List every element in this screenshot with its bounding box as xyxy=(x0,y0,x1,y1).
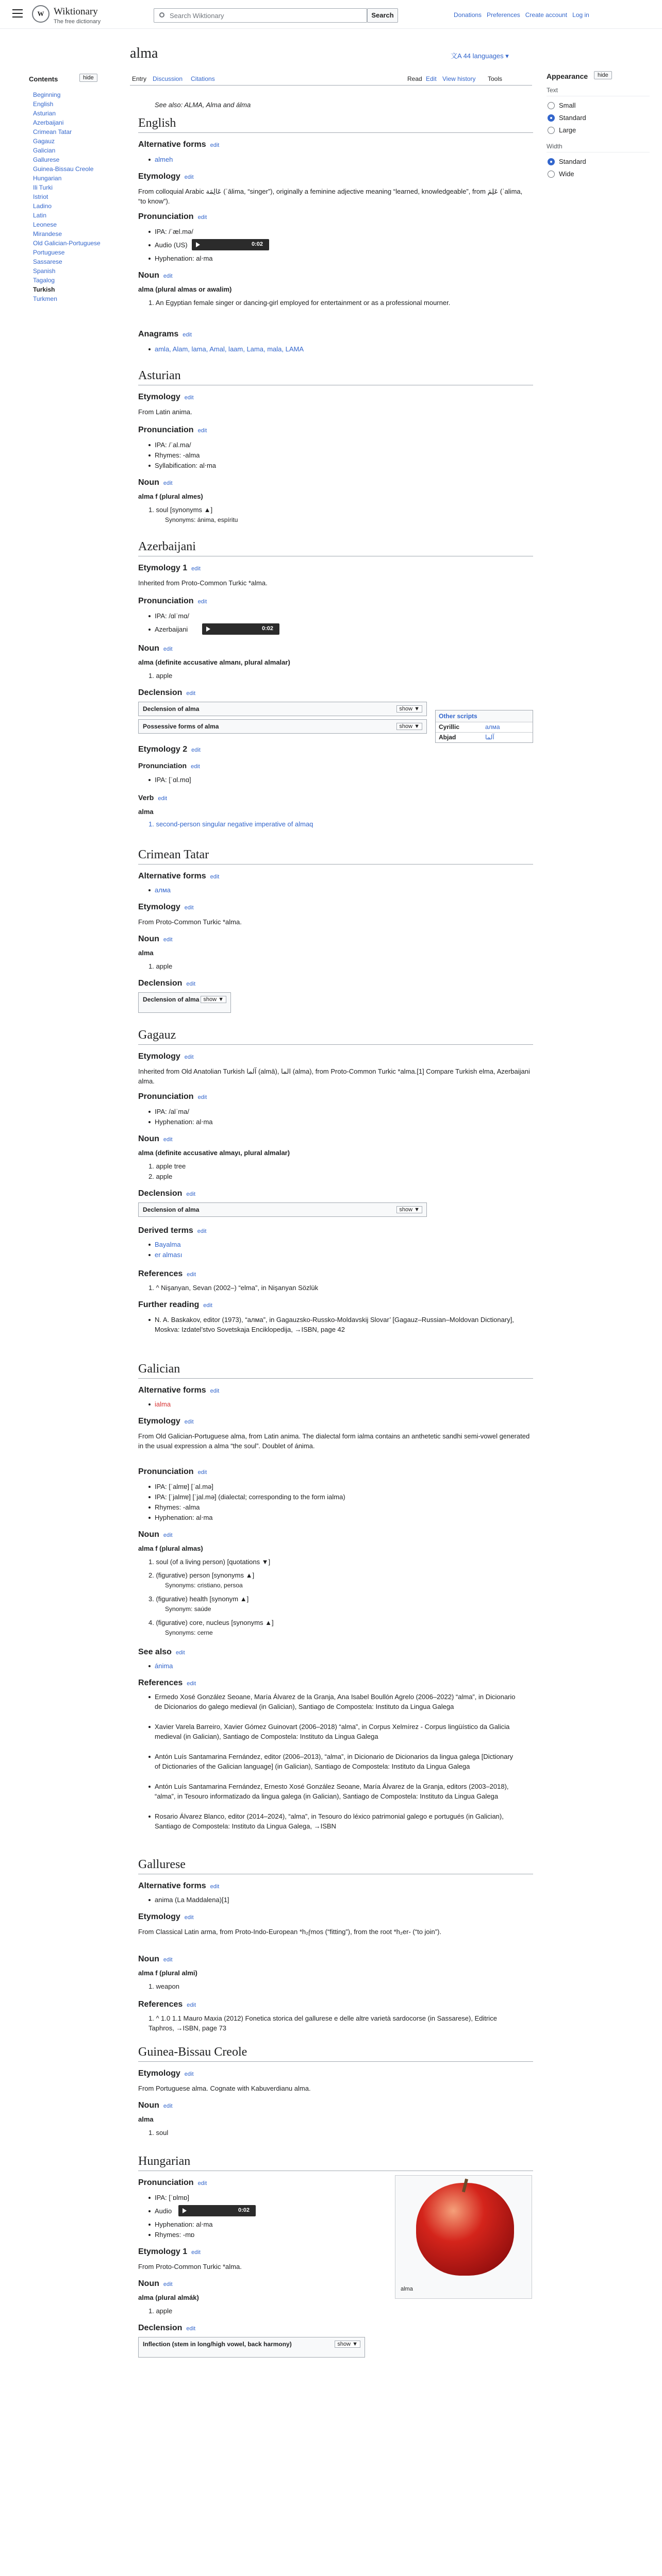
definition: 3. (figurative) health [synonym ▲] xyxy=(148,1595,249,1603)
definition: 2. (figurative) person [synonyms ▲] xyxy=(148,1571,255,1579)
declension-table[interactable]: Declension of alma show ▼ xyxy=(138,1202,427,1217)
headword-line: alma (definite accusative almanı, plural almalar) xyxy=(138,658,290,666)
section-heading: Alternative forms edit xyxy=(138,1386,220,1395)
section-heading: Noun edit xyxy=(138,2101,173,2110)
preferences-link[interactable]: Preferences xyxy=(487,11,520,19)
toc-item[interactable]: Spanish xyxy=(33,267,56,275)
toc-item-current[interactable]: Turkish xyxy=(33,286,55,293)
reference: Rosario Álvarez Blanco, editor (2014–2024), “alma”, in Tesouro do léxico patrimonial galego e portugués (in Galician), Santiago de Compostela: Instituto da Lingua Galega, →ISBN xyxy=(155,1811,516,1831)
toc-item[interactable]: Sassarese xyxy=(33,258,62,265)
language-heading-galician: Galician xyxy=(138,1362,533,1379)
section-heading: Pronunciation edit xyxy=(138,1467,207,1476)
section-heading: Etymology 2 edit xyxy=(138,745,201,754)
section-heading: Noun edit xyxy=(138,1530,173,1539)
definition: 1. apple tree xyxy=(148,1162,186,1170)
definition: 1. weapon xyxy=(148,1982,179,1990)
definition: 1. apple xyxy=(148,672,173,680)
alt-form-link[interactable]: anima (La Maddalena)[1] xyxy=(155,1895,516,1905)
section-heading: Noun edit xyxy=(138,1134,173,1143)
syllabification: Syllabification: al‧ma xyxy=(155,461,516,470)
toc-item[interactable]: Istriot xyxy=(33,193,48,200)
tab-read[interactable]: Read xyxy=(407,75,422,82)
tab-discussion[interactable]: Discussion xyxy=(153,75,183,82)
section-heading: Noun edit xyxy=(138,271,173,280)
definition: 1. apple xyxy=(148,962,173,970)
section-heading: Etymology edit xyxy=(138,1417,194,1426)
audio-label: Audio (US) xyxy=(155,240,516,250)
appearance-title: Appearance xyxy=(547,72,588,80)
donations-link[interactable]: Donations xyxy=(454,11,482,19)
text-standard-radio[interactable]: Standard xyxy=(547,112,650,124)
toc-item[interactable]: Galician xyxy=(33,147,56,154)
ipa: IPA: /alˈma/ xyxy=(155,1107,516,1116)
site-tagline: The free dictionary xyxy=(54,19,101,25)
anagrams-list[interactable]: amla, Alam, lama, Amal, laam, Lama, mala, LAMA xyxy=(155,344,516,354)
declension-table[interactable]: Declension of alma show ▼ xyxy=(138,992,231,1013)
ipa: IPA: /ˈæl.mə/ xyxy=(155,227,516,236)
text-large-radio[interactable]: Large xyxy=(547,124,650,137)
headword-line: alma f (plural almas) xyxy=(138,1545,203,1552)
create-account-link[interactable]: Create account xyxy=(525,11,568,19)
section-heading: Noun edit xyxy=(138,2279,173,2288)
toc-item[interactable]: Mirandese xyxy=(33,230,62,238)
apple-image[interactable] xyxy=(395,2175,532,2299)
toc-title: Contents xyxy=(29,75,58,83)
audio-player[interactable]: 0:02 xyxy=(178,2205,256,2216)
toc-item[interactable]: Beginning xyxy=(33,91,61,98)
toc-item[interactable]: Turkmen xyxy=(33,295,57,302)
etymology-text: From Proto-Common Turkic *alma. xyxy=(138,918,242,926)
see-also-link[interactable]: ánima xyxy=(155,1661,516,1671)
section-heading: Etymology edit xyxy=(138,903,194,911)
possessive-table[interactable]: Possessive forms of alma show ▼ xyxy=(138,719,427,734)
tab-tools[interactable]: Tools xyxy=(488,75,503,82)
reference: Antón Luís Santamarina Fernández, editor (2006–2013), “alma”, in Dicionario de Dicionarios da lingua galega [Dictionary of Dictionaries of the Galician language] (in Galician), Santiago de Compostela: Instituto da Lingua Galega xyxy=(155,1752,516,1771)
alt-form-link[interactable]: алма xyxy=(155,885,516,895)
site-header xyxy=(0,0,662,29)
section-heading: Declension edit xyxy=(138,979,196,988)
section-heading: Pronunciation edit xyxy=(138,597,207,605)
further-reading: N. A. Baskakov, editor (1973), “алма”, in Gagauzsko-Russko-Moldavskij Slovar’ [Gagauz–Russian–Moldovan Dictionary], Moskva: Izdatel’stvo Sovetskaja Enciklopedija, →ISBN, page 42 xyxy=(155,1315,516,1334)
toc-item[interactable]: Gallurese xyxy=(33,156,60,163)
table-of-contents xyxy=(29,75,122,303)
synonyms: Synonyms: cerne xyxy=(165,1629,213,1636)
page-tabs xyxy=(130,73,532,86)
section-heading: Etymology edit xyxy=(138,1052,194,1061)
main-menu-icon[interactable] xyxy=(12,9,23,18)
appearance-hide-button[interactable]: hide xyxy=(594,71,612,79)
width-label: Width xyxy=(547,143,650,152)
rhymes: Rhymes: -alma xyxy=(155,1502,516,1512)
etymology-text: Inherited from Proto-Common Turkic *alma. xyxy=(138,579,268,587)
toc-item[interactable]: Portuguese xyxy=(33,249,65,256)
synonyms: Synonyms: cristiano, persoa xyxy=(165,1582,243,1589)
section-heading: Alternative forms edit xyxy=(138,1882,220,1890)
section-heading: Pronunciation edit xyxy=(138,1092,207,1101)
definition: 1. apple xyxy=(148,2307,173,2315)
toc-item[interactable]: Ladino xyxy=(33,202,52,210)
section-heading: Further reading edit xyxy=(138,1300,212,1309)
definition: 4. (figurative) core, nucleus [synonyms ▲] xyxy=(148,1619,274,1626)
definition[interactable]: 1. second-person singular negative imperative of almaq xyxy=(148,820,313,828)
headword-line: alma xyxy=(138,808,154,816)
section-heading: References edit xyxy=(138,2000,196,2009)
definition: 1. soul xyxy=(148,2129,169,2137)
reference: Xavier Varela Barreiro, Xavier Gómez Guinovart (2006–2018) “alma”, in Corpus Xelmírez - Corpus lingüístico da Galicia medieval (in Galician), Santiago de Compostela: Instituto da Lingua Galega xyxy=(155,1722,516,1741)
section-heading: References edit xyxy=(138,1679,196,1687)
section-heading: Verb edit xyxy=(138,793,168,802)
text-small-radio[interactable]: Small xyxy=(547,99,650,112)
language-heading-azerbaijani: Azerbaijani xyxy=(138,540,533,556)
rhymes: Rhymes: -mɒ xyxy=(155,2230,516,2240)
inflection-table[interactable]: Inflection (stem in long/high vowel, back harmony) show ▼ xyxy=(138,2337,365,2358)
etymology-text: From Latin anima. xyxy=(138,408,192,416)
language-selector[interactable]: 文A 44 languages ▾ xyxy=(451,52,509,60)
ipa: IPA: /ɑlˈmɑ/ xyxy=(155,611,516,621)
headword-line: alma xyxy=(138,949,154,957)
definition: 1. soul [synonyms ▲] xyxy=(148,506,213,514)
site-name[interactable]: Wiktionary xyxy=(54,6,98,17)
section-heading: Etymology edit xyxy=(138,172,194,181)
section-heading: Etymology edit xyxy=(138,393,194,401)
image-caption: alma xyxy=(401,2286,413,2292)
definition: 1. soul (of a living person) [quotations ▼] xyxy=(148,1558,271,1566)
ipa: IPA: [ˈɑl.mɑ] xyxy=(155,775,516,785)
toc-item[interactable]: Old Galician-Portuguese xyxy=(33,240,101,247)
section-heading: Etymology edit xyxy=(138,2069,194,2078)
tab-citations[interactable]: Citations xyxy=(191,75,215,82)
toc-item[interactable]: Azerbaijani xyxy=(33,119,64,126)
section-heading: Noun edit xyxy=(138,1955,173,1963)
tab-edit[interactable]: Edit xyxy=(426,75,437,82)
ipa: IPA: [ˈalmɐ] [ˈal.mə] xyxy=(155,1482,516,1492)
etymology-text: From Portuguese alma. Cognate with Kabuverdianu alma. xyxy=(138,2084,311,2092)
section-heading: Etymology 1 edit xyxy=(138,2247,201,2256)
audio-label: Azerbaijani xyxy=(155,624,516,634)
toc-item[interactable]: English xyxy=(33,100,54,108)
section-heading: Declension edit xyxy=(138,2324,196,2332)
section-heading: Declension edit xyxy=(138,1189,196,1198)
other-scripts-table: Other scripts Cyrillic алма Abjad آلما xyxy=(435,710,533,743)
headword-line: alma f (plural almi) xyxy=(138,1969,197,1977)
synonyms: Synonym: saúde xyxy=(165,1605,211,1613)
synonyms: Synonyms: ánima, espíritu xyxy=(165,516,238,523)
language-heading-hungarian: Hungarian xyxy=(138,2155,533,2171)
language-heading-gallurese: Gallurese xyxy=(138,1858,533,1874)
section-heading: Noun edit xyxy=(138,478,173,487)
language-heading-english: English xyxy=(138,116,533,133)
hyphenation: Hyphenation: al‧ma xyxy=(155,1117,516,1127)
toc-item[interactable]: Guinea-Bissau Creole xyxy=(33,165,94,173)
section-heading: Pronunciation edit xyxy=(138,426,207,434)
search-input[interactable]: Search Wiktionary xyxy=(154,8,367,23)
section-heading: Etymology 1 edit xyxy=(138,564,201,572)
derived-term[interactable]: er alması xyxy=(155,1250,516,1260)
width-wide-radio[interactable]: Wide xyxy=(547,168,650,180)
section-heading: References edit xyxy=(138,1269,196,1278)
headword-line: alma (plural almák) xyxy=(138,2294,199,2301)
definition: 2. apple xyxy=(148,1173,173,1180)
section-heading: Anagrams edit xyxy=(138,330,192,338)
reference: Antón Luís Santamarina Fernández, Ernesto Xosé González Seoane, María Álvarez de la Granja, editors (2003–2018), “alma”, in Tesouro informatizado da lingua galega (in Galician), Santiago de Compostela: Instituto da Lingua Galega xyxy=(155,1782,516,1801)
etymology-text: From Classical Latin arma, from Proto-Indo-European *h₂ŕ̥mos (“fitting”), from the root *h₂er- (“to join”). xyxy=(138,1928,442,1936)
wiktionary-logo[interactable]: W xyxy=(32,5,49,23)
alt-form-link[interactable]: almeh xyxy=(155,155,516,164)
reference: 1. ^ 1.0 1.1 Mauro Maxia (2012) Fonetica storica del gallurese e delle altre varietà sardocorse (in Sassarese), Editrice Taphros, →ISBN, page 73 xyxy=(148,2014,497,2032)
toc-item[interactable]: Hungarian xyxy=(33,175,62,182)
section-heading: Derived terms edit xyxy=(138,1226,207,1235)
etymology-text: Inherited from Old Anatolian Turkish آلما (almā), الما (alma), from Proto-Common Turkic *alma.[1] Compare Turkish elma, Azerbaijani alma. xyxy=(138,1067,530,1085)
alt-form-link[interactable]: ialma xyxy=(155,1399,516,1409)
reference: Ermedo Xosé González Seoane, María Álvarez de la Granja, Ana Isabel Boullón Agrelo (2006–2022) “alma”, in Dicionario de Dicionarios do galego medieval (in Galician), Santiago de Compostela: Instituto da Lingua Galega xyxy=(155,1693,516,1710)
toc-item[interactable]: Tagalog xyxy=(33,277,55,284)
section-heading: Pronunciation edit xyxy=(138,212,207,221)
language-heading-asturian: Asturian xyxy=(138,369,533,385)
section-heading: Alternative forms edit xyxy=(138,140,220,149)
headword-line: alma (definite accusative almayı, plural almalar) xyxy=(138,1149,290,1157)
page-title: alma xyxy=(130,45,158,61)
derived-term[interactable]: Bayalma xyxy=(155,1240,516,1249)
headword-line: alma f (plural almes) xyxy=(138,493,203,500)
ipa: IPA: [ˈɒlmɒ] xyxy=(155,2193,516,2202)
section-heading: Alternative forms edit xyxy=(138,872,220,880)
apple-photo xyxy=(416,2183,514,2276)
hyphenation: Hyphenation: al‧ma xyxy=(155,2219,516,2229)
tab-view-history[interactable]: View history xyxy=(442,75,476,82)
section-heading: Declension edit xyxy=(138,688,196,697)
etymology-text: From colloquial Arabic عَالِمَة (ʿālima, “singer”), originally a feminine adjective meaning “learned, knowledgeable”, from عَلِمَ (ʿalima, “to know”). xyxy=(138,188,523,205)
section-heading: Etymology edit xyxy=(138,1912,194,1921)
audio-label: Audio xyxy=(155,2206,516,2216)
headword-line: alma xyxy=(138,2115,154,2123)
audio-player[interactable]: 0:02 xyxy=(192,239,269,250)
toc-hide-button[interactable]: hide xyxy=(79,74,97,82)
search-button[interactable]: Search xyxy=(367,8,398,23)
section-heading: Noun edit xyxy=(138,935,173,943)
headword-line: alma (plural almas or awalim) xyxy=(138,285,232,293)
search-icon xyxy=(159,12,164,18)
language-heading-crimean-tatar: Crimean Tatar xyxy=(138,848,533,865)
personal-tools xyxy=(454,11,594,19)
rhymes: Rhymes: -alma xyxy=(155,450,516,460)
toc-item[interactable]: Latin xyxy=(33,212,47,219)
etymology-text: From Old Galician-Portuguese alma, from Latin anima. The dialectal form ialma contains an anthetetic sandhi semi-vowel generated in the usual expression a alma “the soul”. Doublet of ánima. xyxy=(138,1432,530,1450)
section-heading: Pronunciation edit xyxy=(138,2178,207,2187)
login-link[interactable]: Log in xyxy=(572,11,589,19)
toc-item[interactable]: Crimean Tatar xyxy=(33,128,72,135)
section-heading: See also edit xyxy=(138,1648,185,1656)
section-heading: Noun edit xyxy=(138,644,173,653)
width-standard-radio[interactable]: Standard xyxy=(547,156,650,168)
ipa: IPA: [ˈjalmɐ] [ˈjal.mə] (dialectal; corresponding to the form ialma) xyxy=(155,1492,516,1502)
language-heading-gagauz: Gagauz xyxy=(138,1028,533,1045)
appearance-panel xyxy=(547,72,650,180)
declension-table[interactable]: Declension of alma show ▼ xyxy=(138,702,427,716)
toc-item[interactable]: Gagauz xyxy=(33,138,55,145)
definition: 1. An Egyptian female singer or dancing-girl employed for entertainment or as a professional mourner. xyxy=(148,299,451,307)
reference: 1. ^ Nişanyan, Sevan (2002–) “elma”, in Nişanyan Sözlük xyxy=(148,1284,319,1292)
section-heading: Pronunciation edit xyxy=(138,761,200,770)
hyphenation: Hyphenation: al‧ma xyxy=(155,253,516,263)
language-heading-guinea-bissau-creole: Guinea-Bissau Creole xyxy=(138,2045,533,2062)
etymology-text: From Proto-Common Turkic *alma. xyxy=(138,2263,242,2270)
text-size-label: Text xyxy=(547,87,650,96)
toc-item[interactable]: Ili Turki xyxy=(33,184,53,191)
toc-item[interactable]: Leonese xyxy=(33,221,57,228)
toc-item[interactable]: Asturian xyxy=(33,110,56,117)
see-also-note: See also: ALMA, Alma and álma xyxy=(155,101,251,109)
audio-player[interactable]: 0:02 xyxy=(202,623,279,635)
ipa: IPA: /ˈal.ma/ xyxy=(155,440,516,450)
hyphenation: Hyphenation: al‧ma xyxy=(155,1513,516,1522)
tab-entry[interactable]: Entry xyxy=(132,75,147,82)
